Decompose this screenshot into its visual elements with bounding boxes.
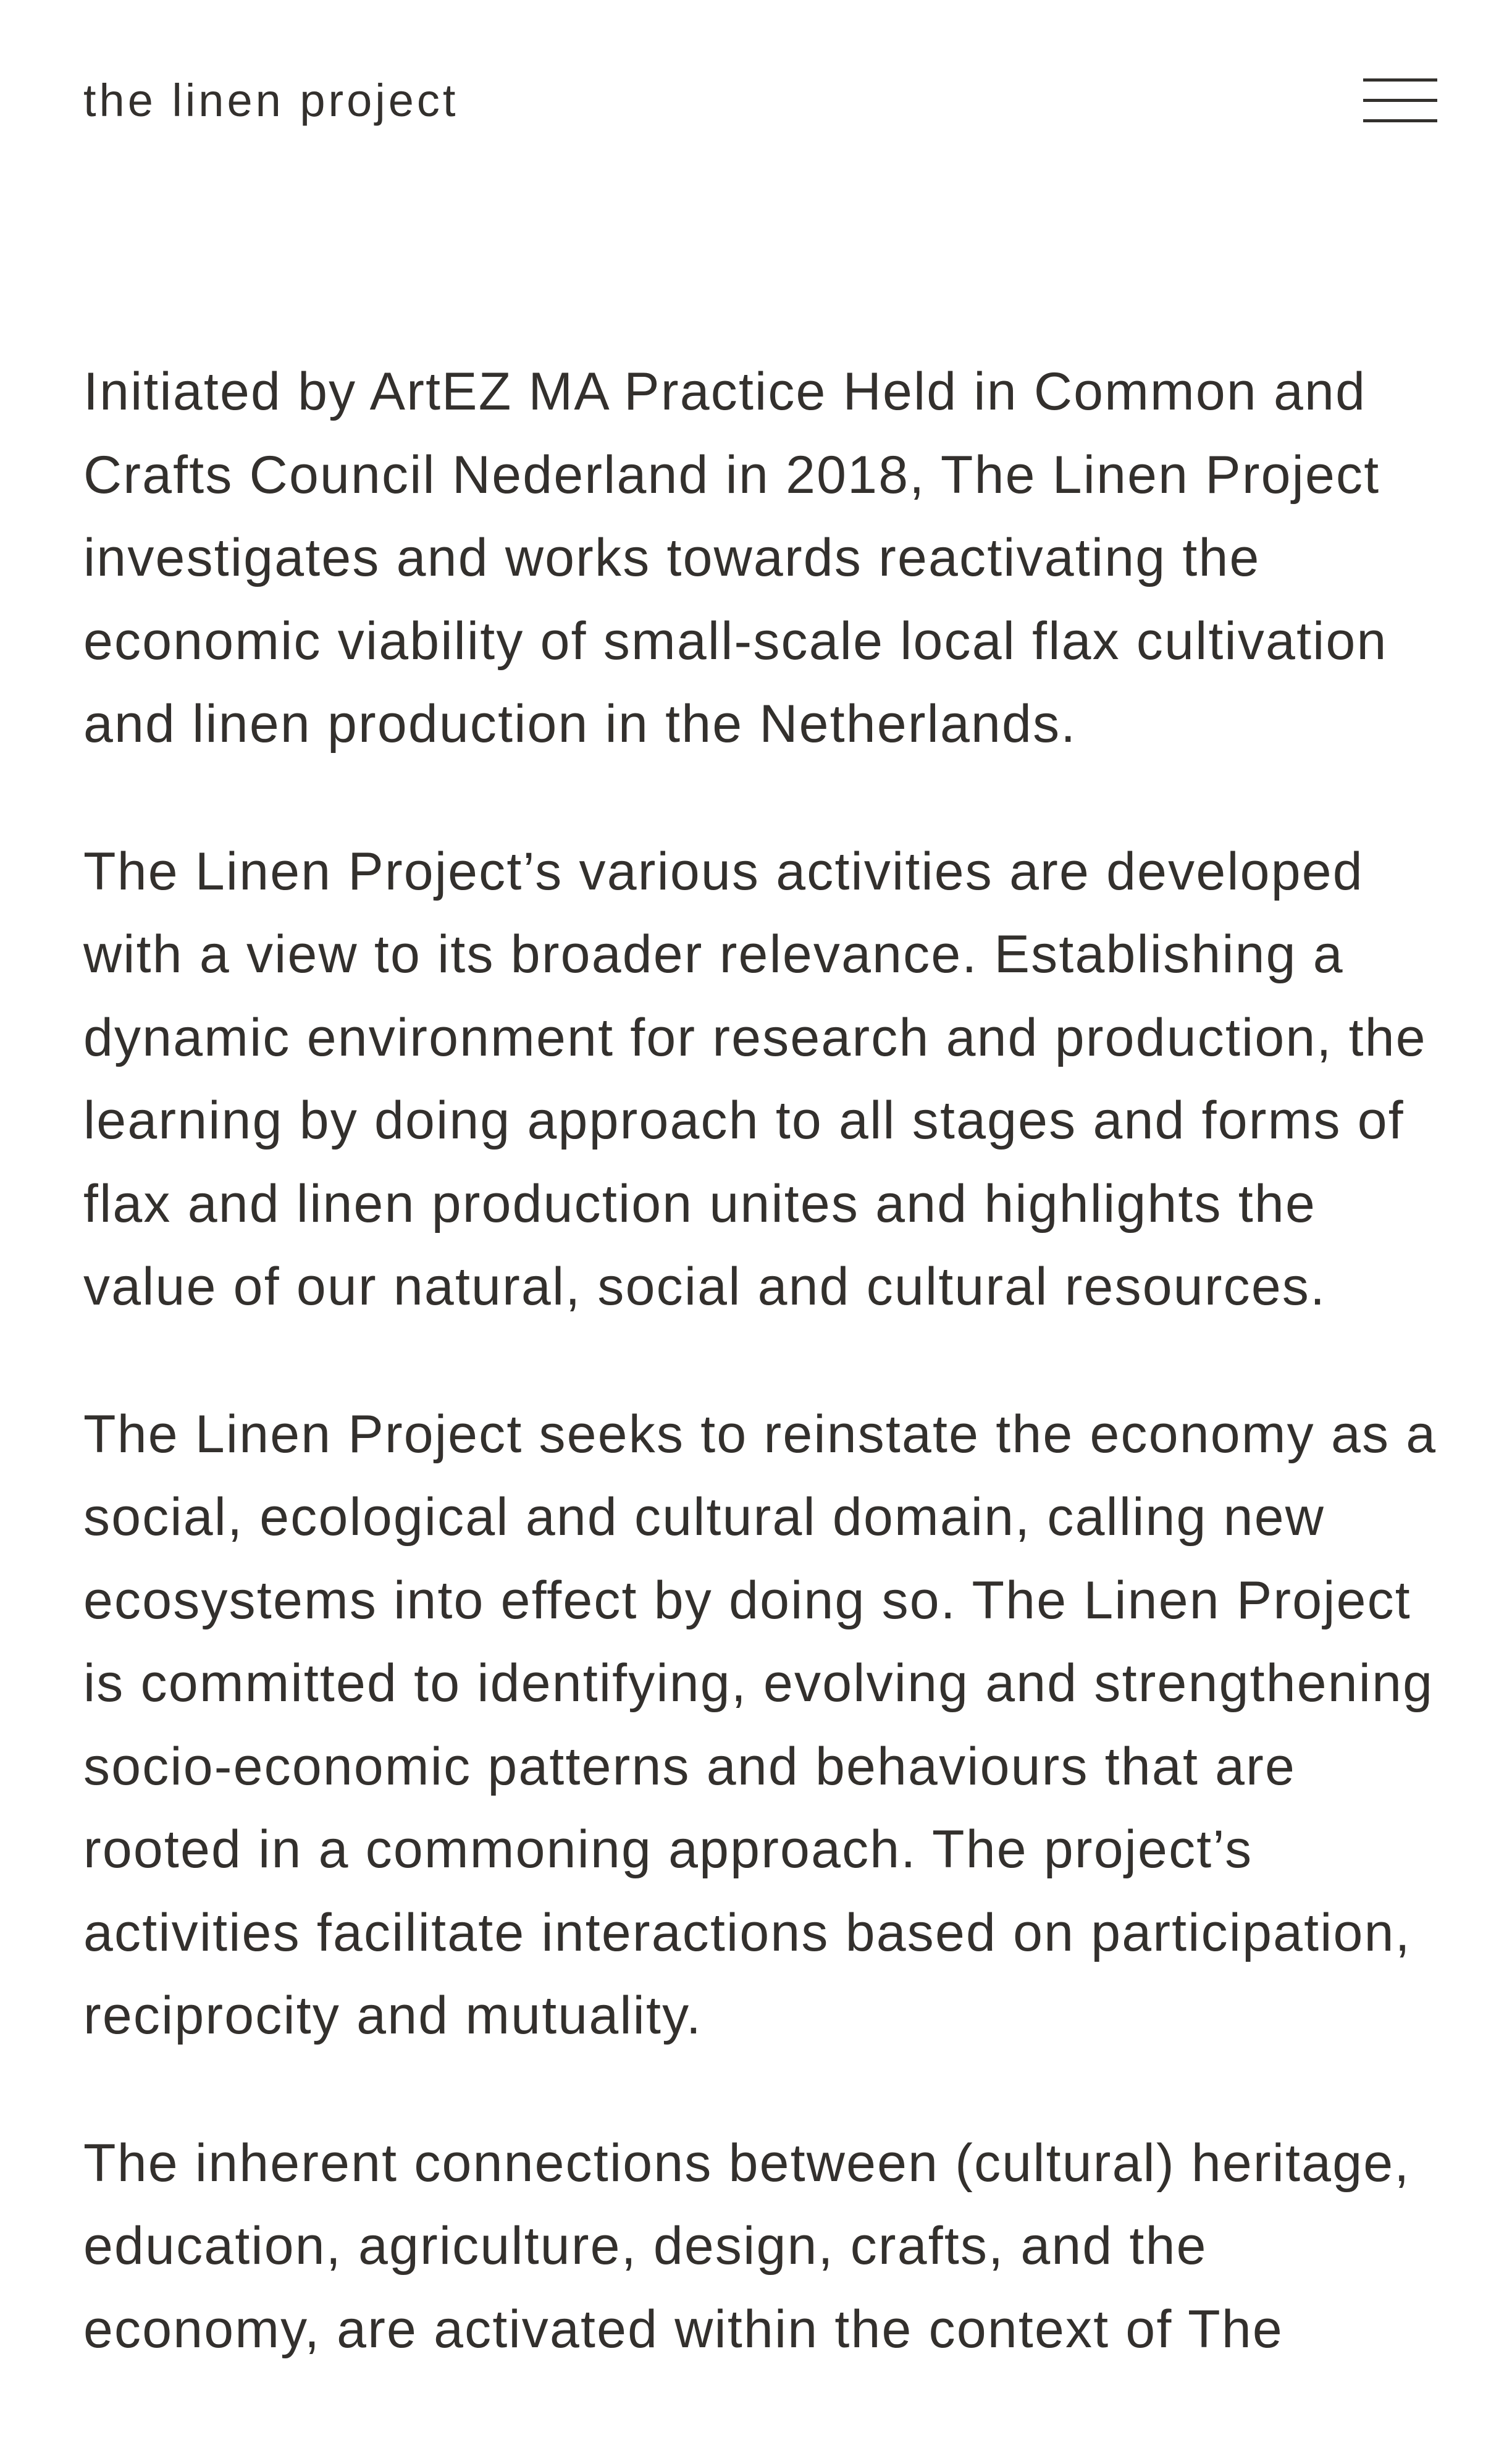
site-header [0, 0, 1512, 204]
hamburger-menu-icon-bar [1363, 99, 1437, 102]
intro-content [83, 350, 1442, 2435]
hamburger-menu-icon [1363, 78, 1437, 82]
intro-paragraph-4: The inherent connections between (cultural) heritage, education, agriculture, design, crafts, and the economy, are activated within the context of The [83, 2133, 1411, 2359]
hamburger-menu-icon-bar [1363, 119, 1437, 122]
intro-paragraph-2: The Linen Project’s various activities are developed with a view to its broader relevance. Establishing a dynamic environment for research and production, the learning by doing approach to all stages and forms of flax and linen production unites and highlights the value of our natural, social and cultural resources. [83, 841, 1427, 1316]
intro-paragraph-3: The Linen Project seeks to reinstate the economy as a social, ecological and cultural domain, calling new ecosystems into effect by doing so. The Linen Project is committed to identifying, evolving and strengthening socio-economic patterns and behaviours that are rooted in a commoning approach. The project’s activities facilitate interactions based on participation, reciprocity and mutuality. [83, 1404, 1437, 2045]
hamburger-menu-button[interactable] [1359, 71, 1442, 133]
intro-paragraph-1: Initiated by ArtEZ MA Practice Held in Common and Crafts Council Nederland in 2018, The Linen Project investigates and works towards reactivating the economic viability of small-scale local flax cultivation and linen production in the Netherlands. [83, 362, 1388, 754]
site-title-link[interactable]: the linen project [83, 75, 459, 126]
